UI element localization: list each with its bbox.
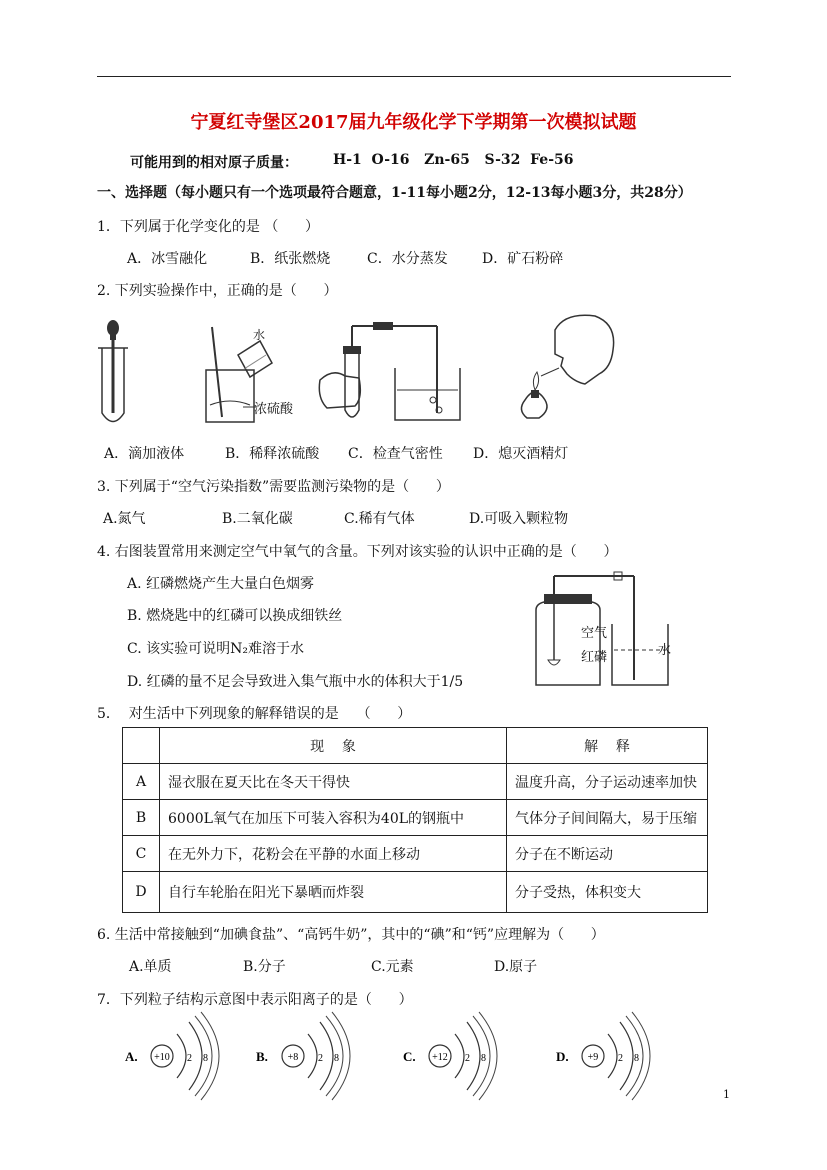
q1-option-c: C．水分蒸发 <box>367 251 448 267</box>
header-phenomenon: 现 象 <box>160 728 507 764</box>
particle-diagram-d <box>556 1012 666 1102</box>
q3-stem: 3. 下列属于“空气污染指数”需要监测污染物的是（ ） <box>97 479 450 495</box>
q6-stem: 6. 生活中常接触到“加碘食盐”、“高钙牛奶”，其中的“碘”和“钙”应理解为（ ） <box>97 927 605 943</box>
row-key: A <box>123 764 160 800</box>
label-conc-acid: 浓硫酸 <box>254 402 294 417</box>
atomic-mass-label: 可能用到的相对原子质量： <box>130 155 298 171</box>
table-header-row <box>123 728 708 764</box>
row-phenomenon: 湿衣服在夏天比在冬天干得快 <box>160 764 507 800</box>
q2-stem: 2. 下列实验操作中，正确的是（ ） <box>97 283 338 299</box>
electron-count-2: 8 <box>203 1053 208 1064</box>
nucleus-charge: +9 <box>587 1052 599 1063</box>
airtight-check-figure <box>315 318 465 428</box>
row-explanation: 分子受热，体积变大 <box>507 872 708 913</box>
q6-option-b: B.分子 <box>243 959 286 975</box>
electron-shell <box>455 1034 464 1078</box>
electron-count-2: 8 <box>634 1053 639 1064</box>
particle-letter: C. <box>403 1049 416 1064</box>
q1-option-b: B．纸张燃烧 <box>250 251 331 267</box>
table-row <box>123 872 708 913</box>
particle-letter: D. <box>556 1049 569 1064</box>
particle-diagram-a <box>125 1012 235 1102</box>
oxygen-measure-figure <box>528 570 688 690</box>
row-phenomenon: 6000L氧气在加压下可装入容积为40L的钢瓶中 <box>160 800 507 836</box>
q6-option-d: D.原子 <box>494 959 538 975</box>
q2-option-d: D．熄灭酒精灯 <box>473 446 569 462</box>
extinguish-lamp-figure <box>505 310 625 430</box>
particle-diagram-c <box>403 1012 513 1102</box>
q1-stem: 1．下列属于化学变化的是 （ ） <box>97 219 320 235</box>
label-red-phosphorus: 红磷 <box>581 650 608 665</box>
electron-count-1: 2 <box>187 1053 192 1064</box>
electron-shell <box>608 1034 617 1078</box>
electron-count-1: 2 <box>465 1053 470 1064</box>
q3-option-d: D.可吸入颗粒物 <box>469 511 569 527</box>
table-row <box>123 764 708 800</box>
q3-option-c: C.稀有气体 <box>344 511 415 527</box>
label-water-q2: 水 <box>253 328 266 342</box>
page-title: 宁夏红寺堡区2017届九年级化学下学期第一次模拟试题 <box>190 112 637 133</box>
q5-stem: 5． 对生活中下列现象的解释错误的是 （ ） <box>97 706 412 722</box>
electron-shell <box>177 1034 186 1078</box>
q6-option-c: C.元素 <box>371 959 414 975</box>
section-1-heading: 一、选择题（每小题只有一个选项最符合题意，1-11每小题2分，12-13每小题3分，共28分） <box>97 185 692 201</box>
particle-diagram-b <box>256 1012 366 1102</box>
nucleus-charge: +8 <box>287 1052 299 1063</box>
nucleus-charge: +10 <box>154 1052 170 1063</box>
q2-option-a: A．滴加液体 <box>104 446 185 462</box>
row-phenomenon: 自行车轮胎在阳光下暴晒而炸裂 <box>160 872 507 913</box>
row-phenomenon: 在无外力下，花粉会在平静的水面上移动 <box>160 836 507 872</box>
q2-option-c: C．检查气密性 <box>348 446 443 462</box>
atomic-mass-values: H-1 O-16 Zn-65 S-32 Fe-56 <box>333 152 574 168</box>
electron-count-1: 2 <box>318 1053 323 1064</box>
table-row <box>123 800 708 836</box>
q1-option-a: A．冰雪融化 <box>127 251 208 267</box>
q4-option-d: D. 红磷的量不足会导致进入集气瓶中水的体积大于1/5 <box>127 674 464 690</box>
row-explanation: 分子在不断运动 <box>507 836 708 872</box>
row-explanation: 气体分子间间隔大，易于压缩 <box>507 800 708 836</box>
q2-option-b: B．稀释浓硫酸 <box>225 446 320 462</box>
electron-count-1: 2 <box>618 1053 623 1064</box>
electron-shell <box>308 1034 317 1078</box>
q4-option-a: A. 红磷燃烧产生大量白色烟雾 <box>127 576 315 592</box>
q4-option-b: B. 燃烧匙中的红磷可以换成细铁丝 <box>127 608 343 624</box>
q5-table <box>122 727 708 913</box>
electron-count-2: 8 <box>334 1053 339 1064</box>
row-explanation: 温度升高，分子运动速率加快 <box>507 764 708 800</box>
q3-option-a: A.氮气 <box>103 511 146 527</box>
header-rule <box>97 76 731 77</box>
page-number: 1 <box>723 1088 730 1101</box>
dropper-figure <box>95 318 135 428</box>
nucleus-charge: +12 <box>432 1052 448 1063</box>
q3-option-b: B.二氧化碳 <box>222 511 293 527</box>
header-explanation: 解 释 <box>507 728 708 764</box>
q4-stem: 4. 右图装置常用来测定空气中氧气的含量。下列对该实验的认识中正确的是（ ） <box>97 544 618 560</box>
particle-letter: A. <box>125 1049 138 1064</box>
row-key: D <box>123 872 160 913</box>
electron-count-2: 8 <box>481 1053 486 1064</box>
particle-letter: B. <box>256 1049 268 1064</box>
row-key: C <box>123 836 160 872</box>
label-air: 空气 <box>581 626 608 641</box>
table-row <box>123 836 708 872</box>
q1-option-d: D．矿石粉碎 <box>482 251 564 267</box>
q6-option-a: A.单质 <box>129 959 172 975</box>
q7-stem: 7．下列粒子结构示意图中表示阳离子的是（ ） <box>97 992 413 1008</box>
row-key: B <box>123 800 160 836</box>
label-water-q4: 水 <box>658 643 672 658</box>
q4-option-c: C. 该实验可说明N₂难溶于水 <box>127 641 304 657</box>
